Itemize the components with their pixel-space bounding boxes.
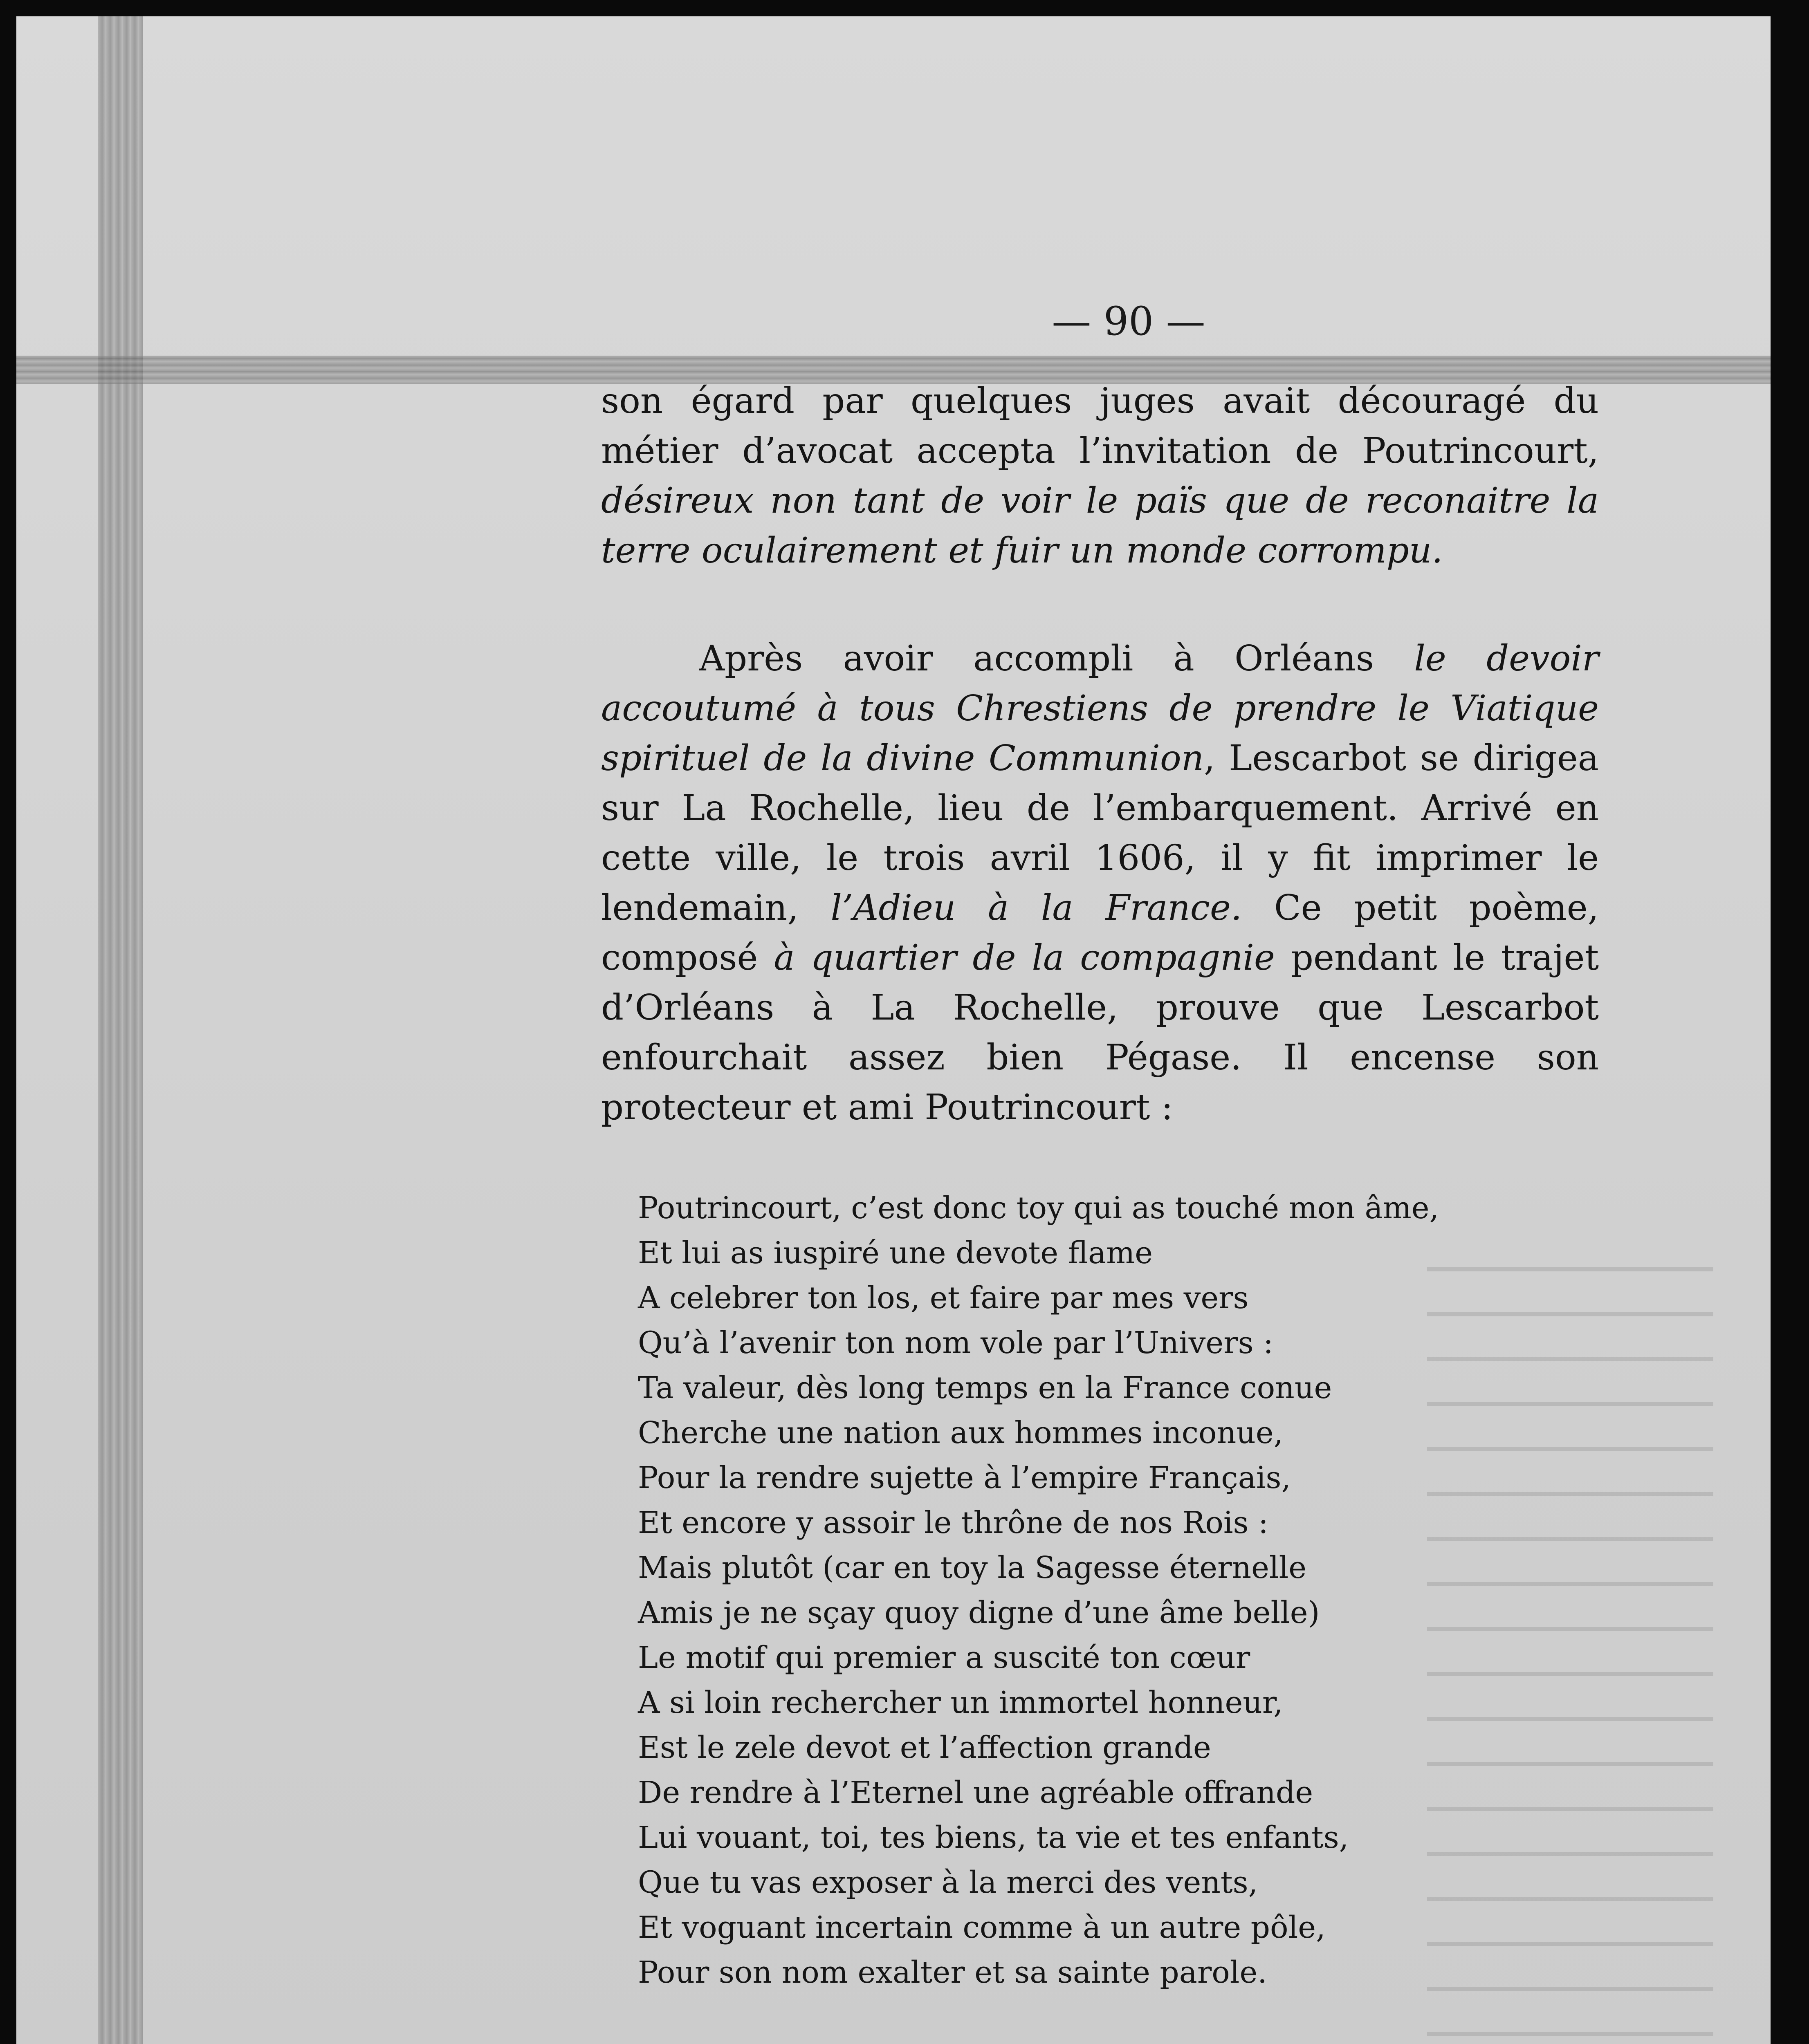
text-segment: à quartier de la compagnie	[774, 937, 1275, 978]
paragraph-lescarbot-departure	[601, 634, 1599, 1132]
verse-line: Est le zele devot et l’affection grande	[638, 1730, 1211, 1765]
verse-line: Et voguant incertain comme à un autre pôle,	[638, 1910, 1326, 1945]
page-number: — 90 —	[1052, 298, 1205, 344]
text-segment: pendant le trajet d’Orléans à La Rochelle, prouve que Lescarbot enfourchait assez bien Pégase. Il encense son protecteur et ami Poutrincourt :	[601, 937, 1599, 1128]
text-segment: le devoir accoutumé à tous Chrestiens de prendre le Viatique spirituel de la divine Communion	[601, 638, 1599, 779]
verse-line: Lui vouant, toi, tes biens, ta vie et tes enfants,	[638, 1820, 1349, 1855]
verse-line: Pour la rendre sujette à l’empire Français,	[638, 1460, 1291, 1495]
verse-line: Amis je ne sçay quoy digne d’une âme belle)	[638, 1595, 1320, 1630]
verse-line: De rendre à l’Eternel une agréable offrande	[638, 1775, 1313, 1810]
text-segment: son égard par quelques juges avait découragé du métier d’avocat accepta l’invitation de Poutrincourt,	[601, 381, 1599, 471]
poem-adieu-excerpt	[638, 1186, 1619, 1995]
verse-line: Mais plutôt (car en toy la Sagesse éternelle	[638, 1550, 1307, 1585]
text-segment: , Lescarbot se dirigea sur La Rochelle, lieu de l’embarquement. Arrivé en cette ville, le trois avril 1606, il y fit imprimer le lendemain,	[601, 738, 1599, 928]
binding-gutter	[98, 16, 143, 2044]
verse-line: A si loin rechercher un immortel honneur,	[638, 1685, 1283, 1720]
text-segment: l’Adieu à la France.	[830, 888, 1242, 928]
verse-line: Pour son nom exalter et sa sainte parole.	[638, 1955, 1267, 1990]
book-page	[16, 16, 1771, 2044]
verse-line: Le motif qui premier a suscité ton cœur	[638, 1640, 1250, 1675]
verse-line: Poutrincourt, c’est donc toy qui as touché mon âme,	[638, 1190, 1439, 1226]
paragraph-continuation	[601, 376, 1599, 576]
text-segment: désireux non tant de voir le païs que de reconaitre la terre oculairement et fuir un monde corrompu.	[601, 480, 1599, 571]
verse-line: Et lui as iuspiré une devote flame	[638, 1235, 1153, 1271]
verse-line: A celebrer ton los, et faire par mes vers	[638, 1280, 1249, 1316]
verse-line: Qu’à l’avenir ton nom vole par l’Univers :	[638, 1325, 1273, 1360]
text-segment: Après avoir accompli à Orléans	[699, 638, 1414, 679]
verse-line: Et encore y assoir le thrône de nos Rois :	[638, 1505, 1268, 1540]
verse-line: Ta valeur, dès long temps en la France conue	[638, 1370, 1332, 1405]
text-segment: Ce petit poème, composé	[601, 888, 1599, 978]
verse-line: Cherche une nation aux hommes inconue,	[638, 1415, 1284, 1450]
verse-line: Que tu vas exposer à la merci des vents,	[638, 1865, 1258, 1900]
